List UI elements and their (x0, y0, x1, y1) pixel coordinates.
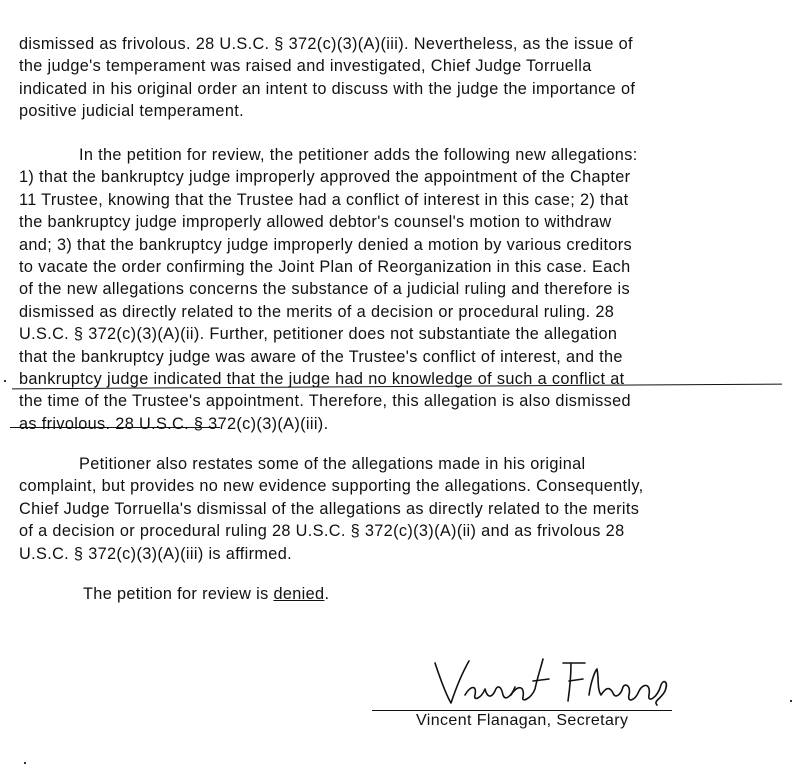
conclusion-paragraph (83, 583, 800, 605)
text-line: positive judicial temperament. (19, 102, 244, 121)
text-line: to vacate the order confirming the Joint Plan of Reorganization in this case. Each (19, 257, 631, 276)
signature-line (372, 710, 672, 711)
ruling-denied: denied (273, 585, 325, 603)
paragraph-3 (19, 453, 779, 565)
text-line: as frivolous. 28 U.S.C. § 372(c)(3)(A)(iii). (19, 414, 329, 433)
text-line: dismissed as frivolous. 28 U.S.C. § 372(c)(3)(A)(iii). Nevertheless, as the issue of (19, 35, 633, 53)
conclusion-prefix: The petition for review is (83, 585, 274, 603)
text-line: dismissed as directly related to the merits of a decision or procedural ruling. 28 (19, 302, 615, 321)
text-line: the judge's temperament was raised and investigated, Chief Judge Torruella (19, 57, 592, 76)
text-line: of the new allegations concerns the substance of a judicial ruling and therefore is (19, 280, 631, 299)
text-line: of a decision or procedural ruling 28 U.S.C. § 372(c)(3)(A)(ii) and as frivolous 28 (19, 522, 625, 541)
text-line: complaint, but provides no new evidence supporting the allegations. Consequently, (19, 477, 644, 496)
paragraph-2 (19, 144, 779, 435)
text-line: the bankruptcy judge improperly allowed debtor's counsel's motion to withdraw (19, 213, 612, 232)
text-line: U.S.C. § 372(c)(3)(A)(iii) is affirmed. (19, 544, 292, 563)
text-line: and; 3) that the bankruptcy judge improperly denied a motion by various creditors (19, 235, 632, 254)
text-line: the time of the Trustee's appointment. Therefore, this allegation is also dismissed (19, 392, 631, 411)
scan-speck (4, 380, 6, 382)
text-line: bankruptcy judge indicated that the judge had no knowledge of such a conflict at (19, 369, 625, 388)
text-line: Chief Judge Torruella's dismissal of the allegations as directly related to the merits (19, 499, 640, 518)
handwritten-signature (425, 655, 675, 713)
text-line: 1) that the bankruptcy judge improperly approved the appointment of the Chapter (19, 168, 631, 187)
conclusion-suffix: . (324, 585, 330, 603)
paragraph-1 (19, 33, 779, 123)
text-line: that the bankruptcy judge was aware of the Trustee's conflict of interest, and the (19, 347, 623, 366)
text-line: 11 Trustee, knowing that the Trustee had a conflict of interest in this case; 2) that (19, 190, 629, 209)
text-line: U.S.C. § 372(c)(3)(A)(ii). Further, petitioner does not substantiate the allegation (19, 325, 618, 344)
text-line: In the petition for review, the petitioner adds the following new allegations: (79, 146, 638, 164)
text-line (83, 583, 800, 605)
scan-speck (790, 700, 792, 702)
text-line: Petitioner also restates some of the allegations made in his original (79, 455, 586, 473)
signatory-name: Vincent Flanagan, Secretary (416, 712, 629, 729)
scan-speck (24, 762, 26, 764)
signature-block (370, 655, 690, 735)
handwritten-underline (10, 427, 220, 428)
text-line: indicated in his original order an intent to discuss with the judge the importance of (19, 79, 636, 98)
